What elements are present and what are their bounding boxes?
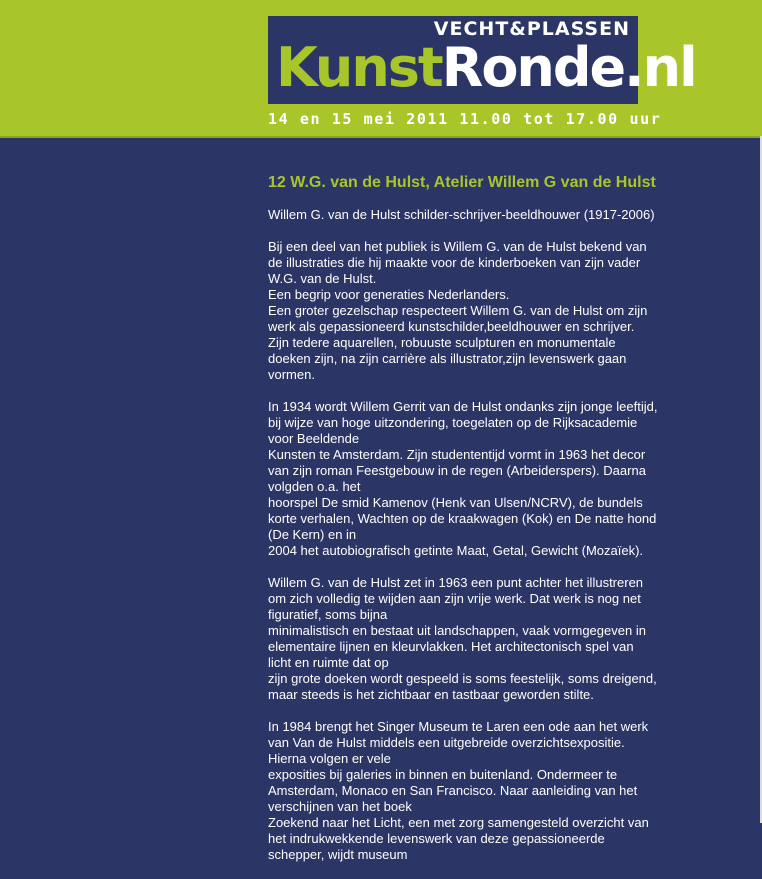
- article-paragraph-4: [268, 719, 660, 863]
- paragraph-line: hoorspel De smid Kamenov (Henk van Ulsen/NCRV), de bundels korte verhalen, Wachten op de kraakwagen (Kok) en De natte hond (De Kern) en in: [268, 495, 657, 542]
- paragraph-line: Willem G. van de Hulst zet in 1963 een punt achter het illustreren om zich volledig te wijden aan zijn vrije werk. Dat werk is nog net figuratief, soms bijna: [268, 575, 644, 622]
- article-subtitle: Willem G. van de Hulst schilder-schrijver-beeldhouwer (1917-2006): [268, 207, 655, 222]
- paragraph-line: minimalistisch en bestaat uit landschappen, vaak vormgegeven in elementaire lijnen en kleurvlakken. Het architectonisch spel van licht en ruimte dat op: [268, 623, 646, 670]
- article-paragraph-3: [268, 575, 660, 703]
- paragraph-line: zijn grote doeken wordt gespeeld is soms feestelijk, soms dreigend, maar steeds is het zichtbaar en tastbaar geworden stilte.: [268, 671, 657, 702]
- logo-word-ronde: Ronde.nl: [441, 36, 696, 99]
- paragraph-line: In 1984 brengt het Singer Museum te Laren een ode aan het werk van Van de Hulst middels een uitgebreide overzichtsexpositie. Hierna volgen er vele: [268, 719, 649, 766]
- logo-wordmark: [276, 36, 696, 100]
- article-paragraph-2: [268, 399, 660, 559]
- paragraph-line: Een begrip voor generaties Nederlanders.: [268, 287, 510, 302]
- site-header: [0, 0, 762, 138]
- site-logo[interactable]: [268, 16, 696, 104]
- paragraph-line: Bij een deel van het publiek is Willem G. van de Hulst bekend van de illustraties die hij maakte voor de kinderboeken van zijn vader W.G. van de Hulst.: [268, 239, 647, 286]
- paragraph-line: exposities bij galeries in binnen en buitenland. Ondermeer te Amsterdam, Monaco en San Francisco. Naar aanleiding van het verschijnen van het boek: [268, 767, 638, 814]
- logo-tagline: VECHT&PLASSEN: [433, 18, 630, 40]
- article-paragraph-1: [268, 239, 660, 383]
- paragraph-line: Zijn tedere aquarellen, robuuste sculpturen en monumentale doeken zijn, na zijn carrière als illustrator,zijn levenswerk gaan vormen.: [268, 335, 627, 382]
- paragraph-line: 2004 het autobiografisch getinte Maat, Getal, Gewicht (Mozaïek).: [268, 543, 644, 558]
- logo-word-kunst: Kunst: [276, 36, 442, 99]
- paragraph-line: Zoekend naar het Licht, een met zorg samengesteld overzicht van het indrukwekkende levenswerk van deze gepassioneerde schepper, wijdt museum: [268, 815, 649, 862]
- paragraph-line: In 1934 wordt Willem Gerrit van de Hulst ondanks zijn jonge leeftijd, bij wijze van hoge uitzondering, toegelaten op de Rijksacademie voor Beeldende: [268, 399, 658, 446]
- event-dates: 14 en 15 mei 2011 11.00 tot 17.00 uur: [268, 110, 662, 128]
- paragraph-line: Een groter gezelschap respecteert Willem G. van de Hulst om zijn werk als gepassioneerd kunstschilder,beeldhouwer en schrijver.: [268, 303, 648, 334]
- paragraph-line: Kunsten te Amsterdam. Zijn studententijd vormt in 1963 het decor van zijn roman Feestgebouw in de regen (Arbeiderspers). Daarna volgden o.a. het: [268, 447, 646, 494]
- article: [268, 175, 660, 879]
- article-title: 12 W.G. van de Hulst, Atelier Willem G van de Hulst: [268, 174, 656, 191]
